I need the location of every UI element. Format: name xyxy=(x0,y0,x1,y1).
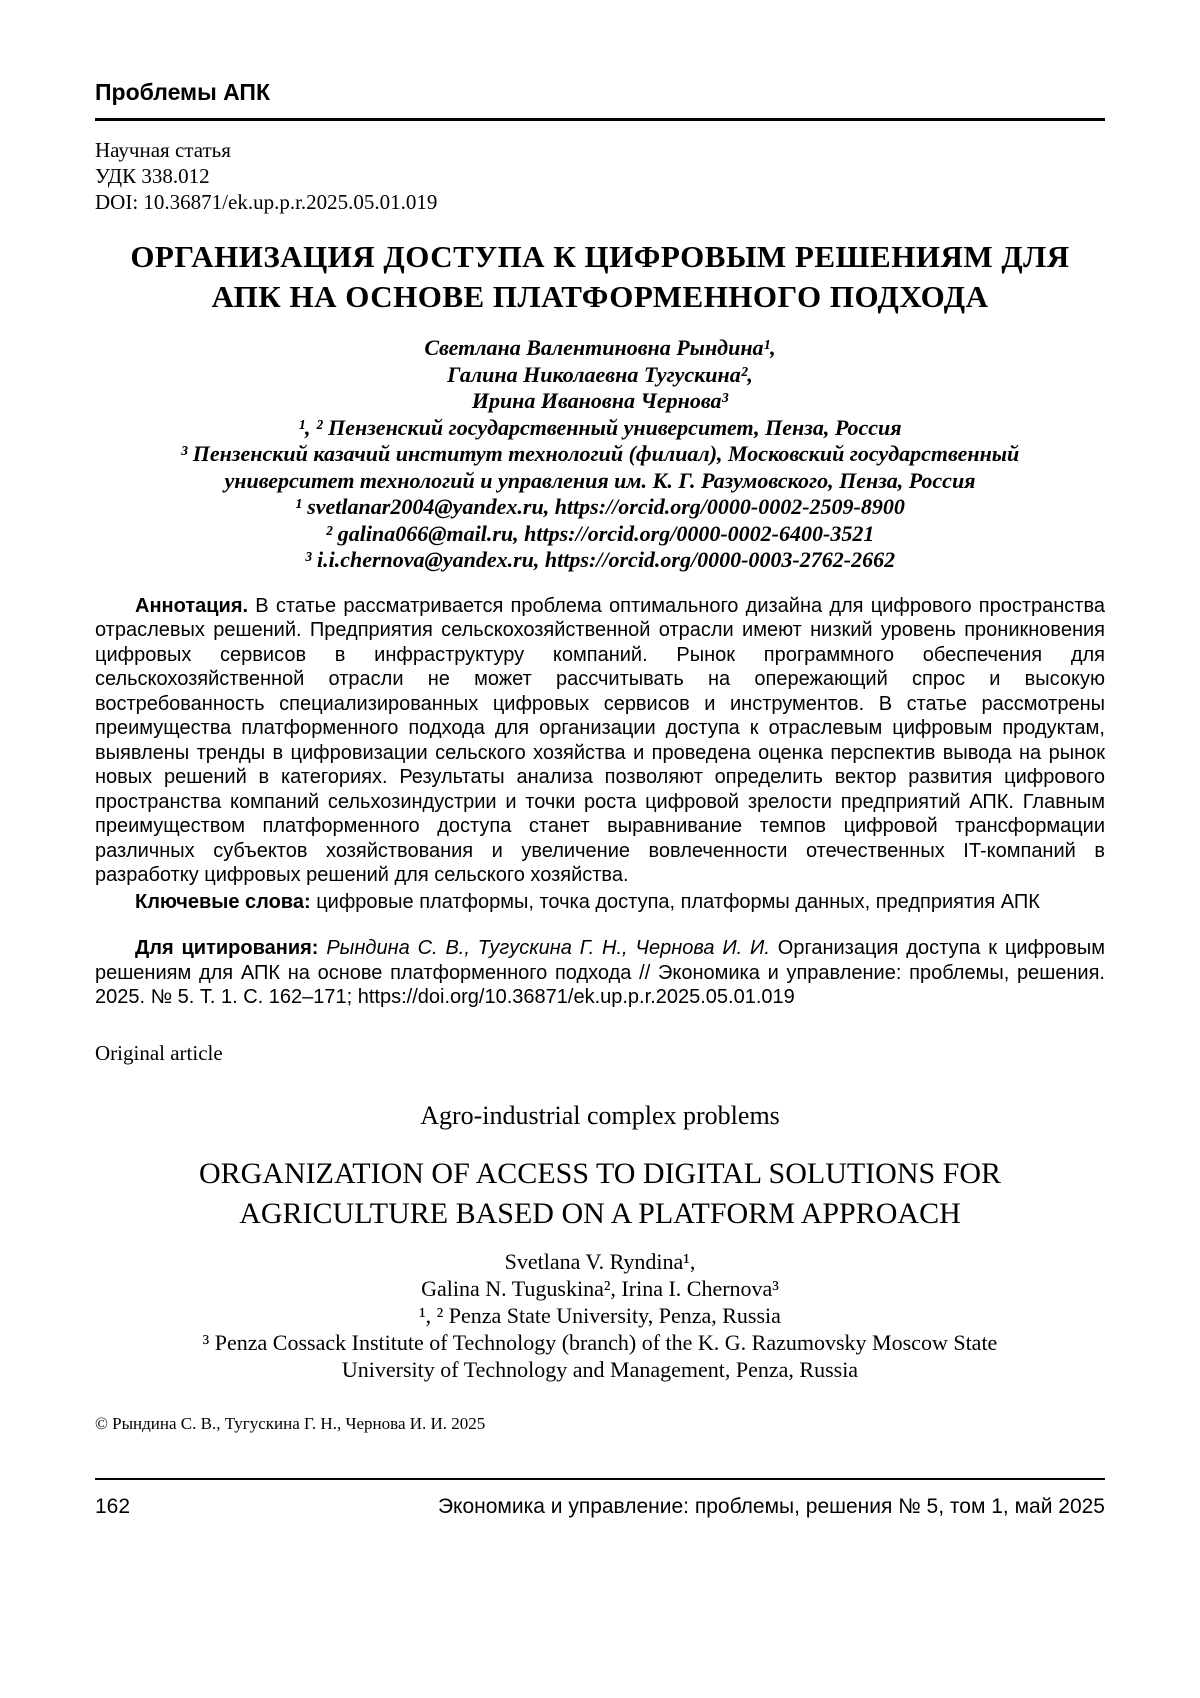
article-title-ru: ОРГАНИЗАЦИЯ ДОСТУПА К ЦИФРОВЫМ РЕШЕНИЯМ ДЛЯ АПК НА ОСНОВЕ ПЛАТФОРМЕННОГО ПОДХОДА xyxy=(130,239,1070,314)
affiliation-en-1-2: ¹, ² Penza State University, Penza, Russia xyxy=(419,1302,781,1328)
article-meta-ru xyxy=(95,137,1105,215)
citation-paragraph xyxy=(95,936,1105,1010)
citation-authors: Рындина С. В., Тугускина Г. Н., Чернова И. И. xyxy=(326,937,770,959)
citation-text: Организация доступа к цифровым решениям для АПК на основе платформенного подхода // Экономика и управление: проблемы, решения. 2025. № 5. Т. 1. С. 162–171; https://doi.org/10.36871/ek.up.p.r.2025.05.01.019 xyxy=(95,937,1105,1008)
copyright-line: © Рындина С. В., Тугускина Г. Н., Чернова И. И. 2025 xyxy=(95,1413,486,1433)
affiliation-ru-3: ³ Пензенский казачий институт технологий (филиал), Московский государственный университет технологий и управления им. К. Г. Разумовского, Пенза, Россия xyxy=(180,441,1020,493)
page-number: 162 xyxy=(95,1495,131,1518)
doi-line: DOI: 10.36871/ek.up.p.r.2025.05.01.019 xyxy=(95,190,438,214)
affiliation-en-3: ³ Penza Cossack Institute of Technology (branch) of the K. G. Razumovsky Moscow State University of Technology and Management, Penza, Russia xyxy=(202,1329,998,1382)
article-type-en: Original article xyxy=(95,1040,223,1065)
affiliation-ru-1-2: ¹, ² Пензенский государственный университет, Пенза, Россия xyxy=(298,414,902,440)
journal-footer-line: Экономика и управление: проблемы, решения № 5, том 1, май 2025 xyxy=(437,1495,1105,1518)
keywords-text: цифровые платформы, точка доступа, платформы данных, предприятия АПК xyxy=(316,890,1040,913)
author-name-en-2: Galina N. Tuguskina², Irina I. Chernova³ xyxy=(421,1275,779,1301)
author-contact-3: ³ i.i.chernova@yandex.ru, https://orcid.org/0000-0003-2762-2662 xyxy=(304,547,896,572)
article-type-ru: Научная статья xyxy=(95,138,231,162)
keywords-paragraph xyxy=(95,890,1105,915)
udc-number: УДК 338.012 xyxy=(95,164,210,188)
author-name-ru-1: Светлана Валентиновна Рындина¹, xyxy=(424,335,776,360)
author-name-ru-3: Ирина Ивановна Чернова³ xyxy=(471,388,729,413)
authors-block-en xyxy=(95,1248,1105,1383)
author-contact-2: ² galina066@mail.ru, https://orcid.org/0000-0002-6400-3521 xyxy=(325,520,875,546)
citation-label: Для цитирования: xyxy=(135,937,319,959)
author-name-en-1: Svetlana V. Ryndina¹, xyxy=(504,1248,696,1274)
header-divider xyxy=(95,118,1105,121)
abstract-text: В статье рассматривается проблема оптимального дизайна для цифрового пространства отраслевых решений. Предприятия сельскохозяйственной отрасли имеют низкий уровень проникновения цифровых сервисов в инфраструктуру компаний. Рынок программного обеспечения для сельскохозяйственной отрасли не может рассчитывать на опережающий спрос и высокую востребованность специализированных цифровых сервисов и инструментов. В статье рассмотрены преимущества платформенного подхода для организации доступа к отраслевым цифровым продуктам, выявлены тренды в цифровизации сельского хозяйства и проведена оценка перспектив вывода на рынок новых решений в категориях. Результаты анализа позволяют определить вектор развития цифрового пространства компаний сельхозиндустрии и точки роста цифровой зрелости предприятий АПК. Главным преимуществом платформенного доступа станет выравнивание темпов цифровой трансформации различных субъектов хозяйствования и увеличение вовлеченности отечественных IT-компаний в разработку цифровых решений для сельского хозяйства. xyxy=(95,594,1105,886)
author-contact-1: ¹ svetlanar2004@yandex.ru, https://orcid.org/0000-0002-2509-8900 xyxy=(295,494,905,519)
section-heading-en: Agro-industrial complex problems xyxy=(420,1100,780,1130)
article-title-en: ORGANIZATION OF ACCESS TO DIGITAL SOLUTIONS FOR AGRICULTURE BASED ON A PLATFORM APPROACH xyxy=(198,1156,1002,1230)
page-footer xyxy=(95,1478,1105,1520)
author-name-ru-2: Галина Николаевна Тугускина², xyxy=(447,361,753,387)
abstract-label: Аннотация. xyxy=(135,594,249,617)
abstract-paragraph xyxy=(95,594,1105,888)
authors-block-ru xyxy=(95,335,1105,574)
keywords-label: Ключевые слова: xyxy=(135,890,311,913)
running-head: Проблемы АПК xyxy=(95,79,270,105)
